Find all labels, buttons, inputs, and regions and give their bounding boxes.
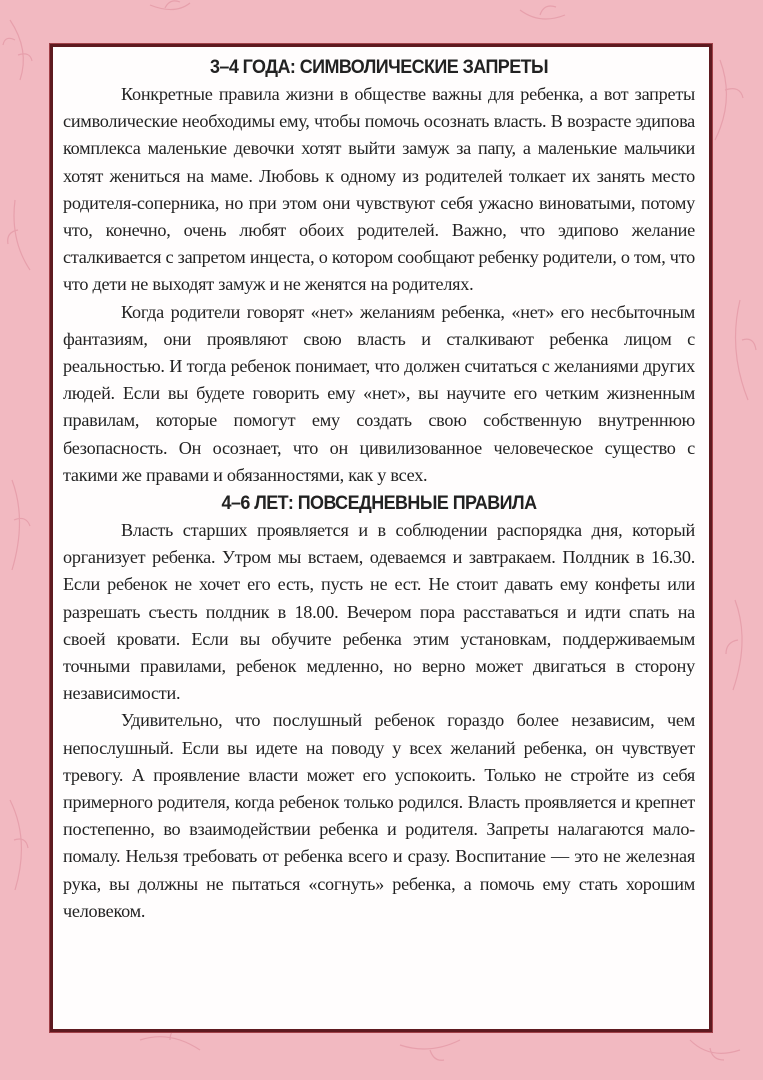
section-heading: 3–4 ГОДА: СИМВОЛИЧЕСКИЕ ЗАПРЕТЫ [209, 56, 549, 78]
content-frame [50, 44, 712, 1032]
leaf-sprig-icon [12, 480, 30, 570]
leaf-sprig-icon [8, 200, 30, 270]
paragraph: Удивительно, что послушный ребенок гораздо более независим, чем непослушный. Если вы идете на поводу у всех желаний ребенка, он чувствует тревогу. А проявление власти может его успокоить. Только не стройте из себя примерного родителя, когда ребенок только родился. Власть проявляется и крепнет постепенно, во взаимодействии ребенка и родителя. Запреты налагаются мало-помалу. Нельзя требовать от ребенка всего и сразу. Воспитание — это не железная рука, вы должны не пытаться «согнуть» ребенка, а помочь ему стать хорошим человеком. [63, 710, 695, 921]
section-3-4-years [63, 53, 695, 489]
leaf-sprig-icon [10, 800, 28, 890]
section-heading: 4–6 ЛЕТ: ПОВСЕДНЕВНЫЕ ПРАВИЛА [221, 492, 537, 515]
leaf-sprig-icon [150, 1, 190, 10]
article-content [63, 53, 695, 925]
section-4-6-years [63, 489, 695, 925]
paragraph: Конкретные правила жизни в обществе важны для ребенка, а вот запреты символические необходимы ему, чтобы помочь осознать власть. В возрасте эдипова комплекса маленькие девочки хотят выйти замуж за папу, а маленькие мальчики хотят жениться на маме. Любовь к одному из родителей толкает их занять место родителя-соперника, но при этом они чувствуют себя ужасно виноватыми, потому что, конечно, очень любят обоих родителей. Важно, что эдипово желание сталкивается с запретом инцеста, о котором сообщают ребенку родители, о том, что что дети не выходят замуж и не женятся на родителях. [63, 84, 695, 295]
leaf-sprig-icon [520, 6, 565, 19]
leaf-sprig-icon [690, 1040, 740, 1060]
leaf-sprig-icon [715, 60, 743, 140]
paragraph: Власть старших проявляется и в соблюдении распорядка дня, который организует ребенка. Утром мы встаем, одеваемся и завтракаем. Полдник в 16.30. Если ребенок не хочет его есть, пусть не ест. Не стоит давать ему конфеты или разрешать съесть полдник в 18.00. Вечером пора расставаться и идти спать на своей кровати. Если вы обучите ребенка этим установкам, поддерживаемым точными правилами, ребенок медленно, но верно может двигаться в сторону независимости. [63, 520, 695, 704]
leaf-sprig-icon [400, 1040, 460, 1060]
leaf-sprig-icon [3, 20, 32, 80]
paragraph: Когда родители говорят «нет» желаниям ребенка, «нет» его несбыточным фантазиям, они проявляют свою власть и сталкивают ребенка лицом с реальностью. И тогда ребенок понимает, что должен считаться с желаниями других людей. Если вы будете говорить ему «нет», вы научите его четким жизненным правилам, которые помогут ему создать свою собственную внутреннюю безопасность. Он осознает, что он цивилизованное человеческое существо с такими же правами и обязанностями, как у всех. [63, 301, 695, 485]
leaf-sprig-icon [726, 600, 742, 690]
leaf-sprig-icon [736, 300, 757, 400]
